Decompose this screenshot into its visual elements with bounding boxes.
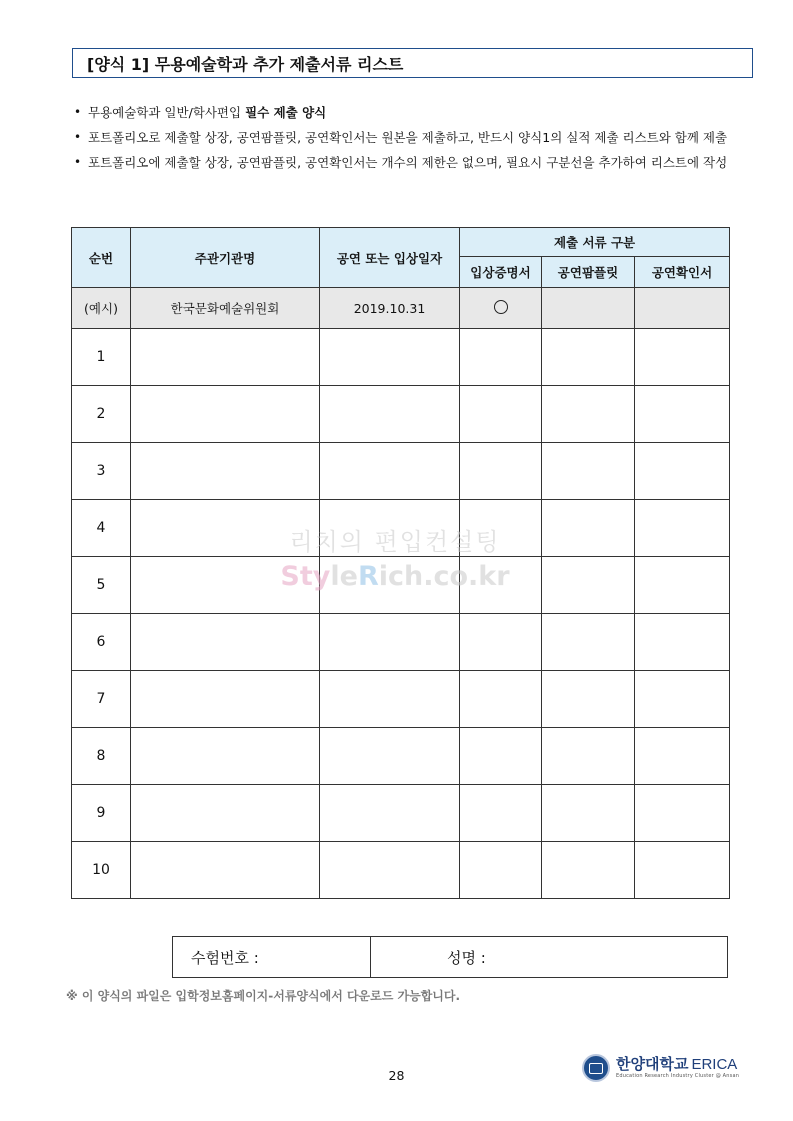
bullet-icon: • [74, 130, 82, 144]
row-number: 5 [72, 557, 131, 614]
date-cell[interactable] [320, 728, 460, 785]
example-row [72, 288, 730, 329]
instruction-text: 무용예술학과 일반/학사편입 [88, 105, 246, 120]
applicant-info-box [172, 936, 728, 978]
logo-erica: ERICA [691, 1056, 738, 1073]
header-confirm: 공연확인서 [635, 257, 730, 288]
row-number: 6 [72, 614, 131, 671]
row-number: 1 [72, 329, 131, 386]
example-org: 한국문화예술위원회 [131, 288, 320, 329]
example-confirm-cell [635, 288, 730, 329]
instruction-item [72, 125, 732, 150]
row-number: 8 [72, 728, 131, 785]
row-number: 9 [72, 785, 131, 842]
confirm-cell[interactable] [635, 671, 730, 728]
header-org: 주관기관명 [131, 228, 320, 288]
org-cell[interactable] [131, 671, 320, 728]
table-row [72, 386, 730, 443]
example-date: 2019.10.31 [320, 288, 460, 329]
award-cell[interactable] [460, 443, 542, 500]
org-cell[interactable] [131, 386, 320, 443]
row-number: 7 [72, 671, 131, 728]
instructions [72, 100, 732, 175]
award-cell[interactable] [460, 785, 542, 842]
university-logo [582, 1054, 739, 1082]
date-cell[interactable] [320, 842, 460, 899]
org-cell[interactable] [131, 728, 320, 785]
pamphlet-cell[interactable] [542, 329, 635, 386]
award-cell[interactable] [460, 842, 542, 899]
example-no: (예시) [72, 288, 131, 329]
header-date: 공연 또는 입상일자 [320, 228, 460, 288]
confirm-cell[interactable] [635, 500, 730, 557]
bullet-icon: • [74, 155, 82, 169]
logo-subtitle: Education Research Industry Cluster @ Ansan [616, 1073, 740, 1079]
example-pamphlet-cell [542, 288, 635, 329]
page-number: 28 [388, 1068, 405, 1083]
org-cell[interactable] [131, 842, 320, 899]
confirm-cell[interactable] [635, 785, 730, 842]
award-cell[interactable] [460, 329, 542, 386]
date-cell[interactable] [320, 785, 460, 842]
instruction-text: 포트폴리오에 제출할 상장, 공연팜플릿, 공연확인서는 개수의 제한은 없으며, 필요시 구분선을 추가하여 리스트에 작성 [88, 155, 728, 170]
pamphlet-cell[interactable] [542, 671, 635, 728]
name-field[interactable]: 성명 : [447, 948, 486, 967]
bullet-icon: • [74, 105, 82, 119]
watermark-korean: 리치의 편입컨설팅 [289, 528, 501, 556]
pamphlet-cell[interactable] [542, 443, 635, 500]
row-number: 10 [72, 842, 131, 899]
table-row [72, 614, 730, 671]
confirm-cell[interactable] [635, 842, 730, 899]
pamphlet-cell[interactable] [542, 386, 635, 443]
download-note: ※ 이 양식의 파일은 입학정보홈페이지-서류양식에서 다운로드 가능합니다. [66, 989, 461, 1003]
header-pamphlet: 공연팜플릿 [542, 257, 635, 288]
award-cell[interactable] [460, 386, 542, 443]
pamphlet-cell[interactable] [542, 842, 635, 899]
header-doc-group: 제출 서류 구분 [460, 228, 730, 257]
confirm-cell[interactable] [635, 557, 730, 614]
pamphlet-cell[interactable] [542, 785, 635, 842]
header-no: 순번 [72, 228, 131, 288]
university-seal-icon [582, 1054, 610, 1082]
logo-name: 한양대학교 [616, 1055, 689, 1073]
award-cell[interactable] [460, 728, 542, 785]
confirm-cell[interactable] [635, 443, 730, 500]
table-row [72, 785, 730, 842]
date-cell[interactable] [320, 671, 460, 728]
circle-mark-icon [494, 300, 508, 314]
row-number: 2 [72, 386, 131, 443]
table-row [72, 671, 730, 728]
example-award-cell [460, 288, 542, 329]
pamphlet-cell[interactable] [542, 728, 635, 785]
instruction-text: 포트폴리오로 제출할 상장, 공연팜플릿, 공연확인서는 원본을 제출하고, 반드시 양식1의 실적 제출 리스트와 함께 제출 [88, 130, 728, 145]
org-cell[interactable] [131, 614, 320, 671]
confirm-cell[interactable] [635, 386, 730, 443]
confirm-cell[interactable] [635, 728, 730, 785]
instruction-emphasis: 필수 제출 양식 [245, 105, 327, 120]
award-cell[interactable] [460, 614, 542, 671]
date-cell[interactable] [320, 386, 460, 443]
watermark [230, 522, 560, 592]
org-cell[interactable] [131, 443, 320, 500]
pamphlet-cell[interactable] [542, 614, 635, 671]
confirm-cell[interactable] [635, 329, 730, 386]
table-row [72, 329, 730, 386]
org-cell[interactable] [131, 329, 320, 386]
instruction-item [72, 100, 732, 125]
table-row [72, 443, 730, 500]
instruction-item [72, 150, 732, 175]
table-row [72, 728, 730, 785]
table-row [72, 842, 730, 899]
award-cell[interactable] [460, 671, 542, 728]
row-number: 3 [72, 443, 131, 500]
exam-number-field[interactable]: 수험번호 : [173, 937, 371, 977]
confirm-cell[interactable] [635, 614, 730, 671]
date-cell[interactable] [320, 443, 460, 500]
org-cell[interactable] [131, 785, 320, 842]
watermark-url: StyleRich.co.kr [280, 561, 510, 592]
header-award: 입상증명서 [460, 257, 542, 288]
date-cell[interactable] [320, 329, 460, 386]
row-number: 4 [72, 500, 131, 557]
date-cell[interactable] [320, 614, 460, 671]
form-title: [양식 1] 무용예술학과 추가 제출서류 리스트 [72, 48, 753, 78]
